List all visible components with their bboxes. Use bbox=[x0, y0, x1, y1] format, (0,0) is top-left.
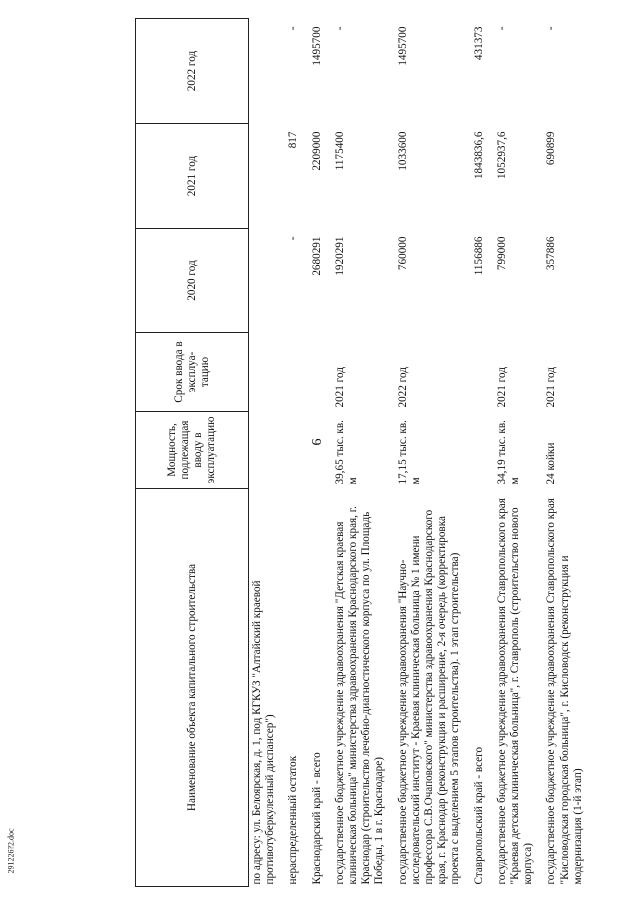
cell-object-name: по адресу: ул. Белоярская, д. 1, под КГКУЗ "Алтайский краевой противотуберкулезный диспансер") bbox=[251, 580, 277, 885]
cell-year-2021 bbox=[249, 124, 280, 229]
cell-year-2020: 1920291 bbox=[333, 236, 346, 276]
header-year-2020: 2020 год bbox=[136, 229, 249, 333]
cell-object-name: государственное бюджетное учреждение здравоохранения Ставропольского края "Кисловодская городская больница", г. Кисловодск (реконструкция и модернизация (1-й этап) bbox=[545, 498, 584, 885]
cell-term: 2021 год bbox=[545, 367, 558, 408]
rotated-page-content bbox=[135, 19, 613, 887]
cell-year-2020: 357886 bbox=[545, 236, 558, 271]
cell-year-2021: 1033600 bbox=[396, 131, 409, 171]
cell-object-name: нераспределенный остаток bbox=[287, 755, 300, 885]
cell-term: 2021 год bbox=[495, 367, 508, 408]
cell-year-2022: 1495700 bbox=[396, 26, 409, 66]
table-header-row bbox=[136, 19, 249, 887]
cell-year-2022: - bbox=[495, 26, 508, 31]
cell-year-2022: 1495700 bbox=[310, 26, 323, 66]
table-row bbox=[326, 19, 389, 887]
cell-object-name: государственное бюджетное учреждение здравоохранения "Научно-исследовательский институт - Краевая клиническая больница № 1 имени профессора С.В.Очаповского" министерства здравоохранения Краснодарского края, г. Краснодар (реконструкция и расширение, 2-я очередь (корректировка проекта с выделением 5 этапов строительства). 1 этап строительства) bbox=[396, 509, 462, 885]
cell-year-2020: 1156886 bbox=[472, 236, 485, 276]
cell-year-2020 bbox=[249, 229, 280, 333]
cell-year-2020: 799000 bbox=[495, 236, 508, 271]
cell-term bbox=[249, 333, 280, 412]
header-object-name: Наименование объекта капитального строительства bbox=[136, 489, 249, 887]
cell-capacity bbox=[465, 412, 488, 489]
cell-term bbox=[279, 333, 302, 412]
header-capacity: Мощность, подлежащая вводу в эксплуатацию bbox=[136, 412, 249, 489]
table-row bbox=[249, 19, 280, 887]
header-year-2021: 2021 год bbox=[136, 124, 249, 229]
table-row bbox=[465, 19, 488, 887]
cell-year-2021: 817 bbox=[287, 131, 300, 149]
page-number: 6 bbox=[310, 438, 325, 446]
cell-capacity: 39,65 тыс. кв. м bbox=[333, 420, 360, 485]
cell-capacity: 24 койки bbox=[545, 442, 558, 485]
cell-year-2022 bbox=[249, 19, 280, 124]
cell-object-name: Ставропольский край - всего bbox=[472, 746, 485, 885]
table-row bbox=[279, 19, 302, 887]
cell-year-2022: - bbox=[333, 26, 346, 31]
cell-capacity bbox=[303, 412, 326, 489]
cell-year-2020: 760000 bbox=[396, 236, 409, 271]
cell-term bbox=[465, 333, 488, 412]
cell-capacity bbox=[279, 412, 302, 489]
cell-term bbox=[303, 333, 326, 412]
cell-object-name: государственное бюджетное учреждение здравоохранения "Детская краевая клиническая больница" министерства здравоохранения Краснодарского края, г. Краснодар (строительство лечебно-диагностического корпуса по ул. Площадь Победы, 1 в г. Краснодаре) bbox=[333, 506, 386, 885]
cell-object-name: Краснодарский край - всего bbox=[310, 752, 323, 885]
cell-capacity: 34,19 тыс. кв. м bbox=[495, 420, 522, 485]
cell-year-2022: - bbox=[287, 26, 300, 31]
cell-capacity: 17,15 тыс. кв. м bbox=[396, 420, 422, 485]
header-term: Срок ввода в эксплуа-тацию bbox=[136, 333, 249, 412]
document-id: 291226?2.doc bbox=[6, 828, 16, 874]
cell-object-name: государственное бюджетное учреждение здравоохранения Ставропольского края "Краевая детская клиническая больница", г. Ставрополь (строительство нового корпуса) bbox=[495, 498, 535, 885]
cell-year-2021: 1052937,6 bbox=[495, 131, 508, 180]
header-year-2022: 2022 год bbox=[136, 19, 249, 124]
cell-year-2021: 2209000 bbox=[310, 131, 323, 171]
table-row bbox=[389, 19, 465, 887]
cell-year-2020: 2680291 bbox=[310, 236, 323, 276]
cell-year-2021: 1175400 bbox=[333, 131, 346, 171]
table-row bbox=[488, 19, 538, 887]
cell-capacity bbox=[249, 412, 280, 489]
table-row bbox=[537, 19, 587, 887]
cell-year-2022: 431373 bbox=[472, 26, 485, 61]
cell-term: 2022 год bbox=[396, 367, 409, 408]
cell-year-2021: 690899 bbox=[545, 131, 558, 166]
cell-year-2021: 1843836,6 bbox=[472, 131, 485, 180]
cell-year-2022: - bbox=[545, 26, 558, 31]
cell-year-2020: - bbox=[287, 236, 300, 241]
construction-objects-table bbox=[135, 18, 587, 887]
table-row bbox=[303, 19, 326, 887]
cell-term: 2021 год bbox=[333, 367, 346, 408]
